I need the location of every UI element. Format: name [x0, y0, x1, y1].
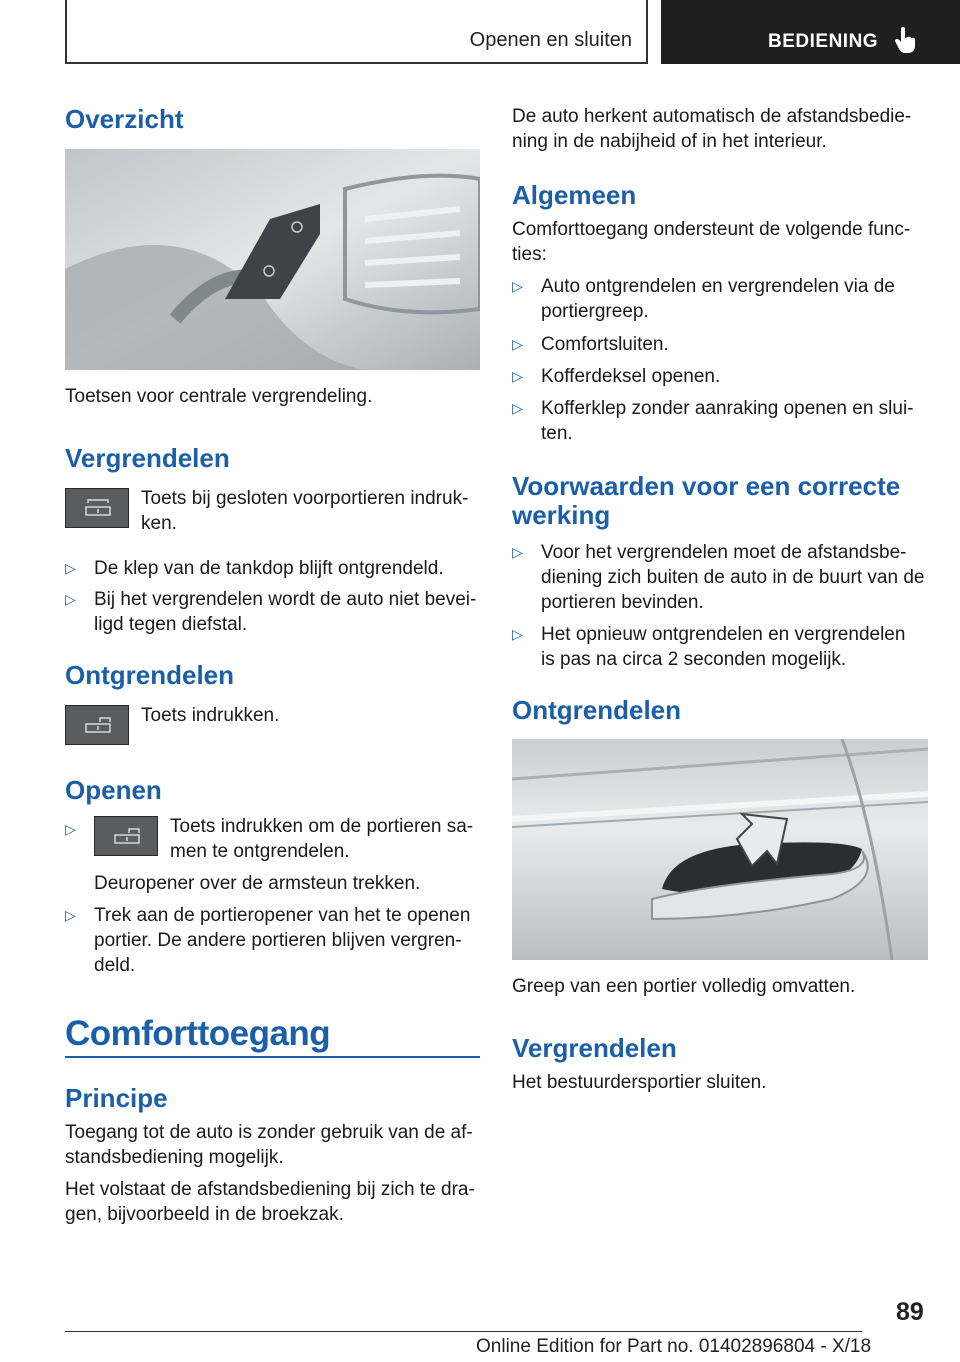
- list-item: is pas na circa 2 seconden mogelijk.: [541, 649, 847, 670]
- heading-algemeen: Algemeen: [512, 180, 637, 210]
- heading-overzicht: Overzicht: [65, 104, 184, 134]
- bullet-icon: ▷: [65, 591, 76, 607]
- heading-ontgrendelen: Ontgrendelen: [65, 660, 235, 690]
- list-item: portier. De andere portieren blijven vergren-: [94, 930, 462, 951]
- list-item: ten.: [541, 423, 573, 444]
- list-item: ligd tegen diefstal.: [94, 614, 248, 635]
- lock-button-illustration: [65, 488, 129, 528]
- list-item: Deuropener over de armsteun trekken.: [94, 873, 421, 894]
- footer-edition: Online Edition for Part no. 01402896804 - X/18: [476, 1336, 872, 1357]
- unlock-button-illustration: [65, 705, 129, 745]
- bullet-icon: ▷: [65, 907, 76, 923]
- list-item: Het opnieuw ontgrendelen en vergrendelen: [541, 624, 906, 645]
- paragraph: Het bestuurdersportier sluiten.: [512, 1072, 767, 1093]
- paragraph: Comforttoegang ondersteunt de volgende func-: [512, 219, 911, 240]
- bullet-icon: ▷: [65, 821, 76, 837]
- bullet-icon: ▷: [512, 544, 523, 560]
- list-item: Trek aan de portieropener van het te openen: [94, 905, 471, 926]
- paragraph: ning in de nabijheid of in het interieur.: [512, 131, 827, 152]
- bullet-icon: ▷: [65, 560, 76, 576]
- list-item: portiergreep.: [541, 301, 649, 322]
- heading-openen: Openen: [65, 775, 162, 805]
- list-item: Auto ontgrendelen en vergrendelen via de: [541, 276, 895, 297]
- unlock-button-illustration: [94, 816, 158, 856]
- list-item: Toets indrukken om de portieren sa-: [170, 816, 474, 837]
- bullet-icon: ▷: [512, 278, 523, 294]
- heading-vergrendelen-right: Vergrendelen: [512, 1033, 677, 1063]
- unlock-icon: [84, 714, 112, 738]
- heading-vergrendelen: Vergrendelen: [65, 443, 230, 473]
- door-handle-photo: [512, 739, 928, 960]
- image-caption: Greep van een portier volledig omvatten.: [512, 976, 856, 997]
- heading-comforttoegang: Comforttoegang: [65, 1014, 331, 1053]
- paragraph: gen, bijvoorbeeld in de broekzak.: [65, 1204, 344, 1225]
- list-item: Bij het vergrendelen wordt de auto niet bevei-: [94, 589, 477, 610]
- paragraph: De auto herkent automatisch de afstandsbedie-: [512, 106, 912, 127]
- pointing-hand-icon: [895, 26, 917, 54]
- heading-voorwaarden-line2: werking: [512, 500, 611, 530]
- list-item: deld.: [94, 955, 136, 976]
- list-item: Comfortsluiten.: [541, 334, 669, 355]
- paragraph: ken.: [141, 513, 177, 534]
- running-header-section: [65, 0, 648, 64]
- bullet-icon: ▷: [512, 626, 523, 642]
- heading-principe: Principe: [65, 1083, 168, 1113]
- heading-ontgrendelen-right: Ontgrendelen: [512, 695, 682, 725]
- paragraph: Het volstaat de afstandsbediening bij zich te dra-: [65, 1179, 475, 1200]
- footer-rule: [65, 1331, 862, 1332]
- bullet-icon: ▷: [512, 400, 523, 416]
- bullet-icon: ▷: [512, 336, 523, 352]
- paragraph: standsbediening mogelijk.: [65, 1147, 284, 1168]
- section-rule: [65, 1056, 480, 1058]
- list-item: men te ontgrendelen.: [170, 841, 350, 862]
- list-item: diening zich buiten de auto in de buurt van de: [541, 567, 925, 588]
- bullet-icon: ▷: [512, 368, 523, 384]
- section-title: Openen en sluiten: [469, 29, 632, 51]
- paragraph: Toets bij gesloten voorportieren indruk-: [141, 488, 469, 509]
- door-lock-buttons-photo: [65, 149, 480, 370]
- list-item: De klep van de tankdop blijft ontgrendeld.: [94, 558, 444, 579]
- list-item: Kofferklep zonder aanraking openen en slui-: [541, 398, 914, 419]
- list-item: Voor het vergrendelen moet de afstandsbe-: [541, 542, 907, 563]
- list-item: portieren bevinden.: [541, 592, 704, 613]
- lock-icon: [84, 497, 112, 521]
- list-item: Kofferdeksel openen.: [541, 366, 721, 387]
- paragraph: Toets indrukken.: [141, 705, 280, 726]
- page-number: 89: [896, 1298, 924, 1326]
- running-header-chapter: [661, 0, 960, 64]
- paragraph: Toegang tot de auto is zonder gebruik van de af-: [65, 1122, 473, 1143]
- paragraph: ties:: [512, 244, 547, 265]
- image-caption: Toetsen voor centrale vergrendeling.: [65, 386, 373, 407]
- unlock-icon: [113, 825, 141, 849]
- chapter-title: BEDIENING: [768, 31, 879, 52]
- heading-voorwaarden: Voorwaarden voor een correcte: [512, 471, 901, 501]
